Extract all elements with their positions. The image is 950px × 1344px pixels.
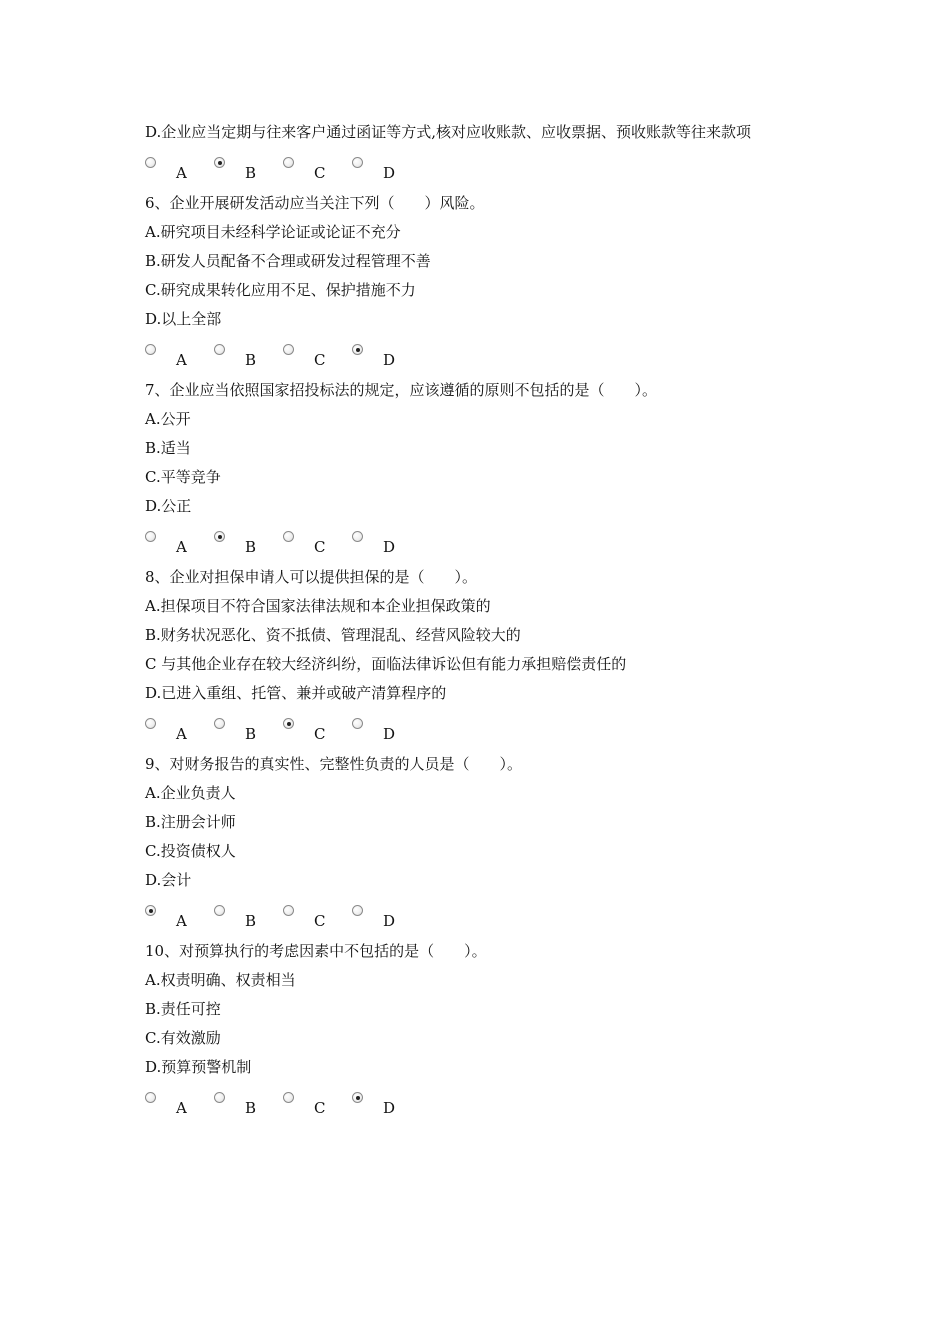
question-list: [145, 189, 845, 1124]
question-text: 7、企业应当依照国家招投标法的规定，应该遵循的原则不包括的是（ ）。: [145, 381, 658, 399]
question-text: 9、对财务报告的真实性、完整性负责的人员是（ ）。: [145, 755, 523, 773]
answer-option-c[interactable]: [283, 897, 343, 937]
answer-label: B: [245, 164, 257, 182]
answer-option-a[interactable]: [145, 1084, 205, 1124]
option-text: C.投资债权人: [145, 842, 236, 860]
option-text: C.研究成果转化应用不足、保护措施不力: [145, 281, 416, 299]
radio-button[interactable]: [283, 531, 294, 542]
answer-label: A: [176, 725, 187, 743]
answer-option-b[interactable]: [214, 336, 274, 376]
question-block: [145, 376, 845, 563]
answer-option-b[interactable]: [214, 523, 274, 563]
question-block: [145, 189, 845, 376]
answer-label: B: [245, 912, 257, 930]
answer-radio-group: [145, 897, 845, 937]
answer-label: A: [176, 912, 187, 930]
quiz-page: [145, 118, 845, 1124]
answer-label: A: [176, 351, 187, 369]
answer-radio-group: [145, 710, 845, 750]
answer-option-a[interactable]: [145, 897, 205, 937]
radio-button[interactable]: [352, 905, 363, 916]
radio-button[interactable]: [352, 344, 363, 355]
answer-label: B: [245, 351, 257, 369]
radio-button[interactable]: [283, 905, 294, 916]
answer-label: C: [314, 1099, 326, 1117]
radio-button[interactable]: [145, 157, 156, 168]
answer-option-a[interactable]: [145, 336, 205, 376]
answer-label: D: [383, 725, 396, 743]
option-text: A.权责明确、权责相当: [145, 971, 296, 989]
radio-button[interactable]: [283, 344, 294, 355]
answer-label: A: [176, 1099, 187, 1117]
option-text: D.会计: [145, 871, 192, 889]
radio-button[interactable]: [214, 905, 225, 916]
answer-option-d[interactable]: [352, 149, 412, 189]
option-text: A.研究项目未经科学论证或论证不充分: [145, 223, 401, 241]
question-text: 6、企业开展研发活动应当关注下列（ ）风险。: [145, 194, 485, 212]
answer-label: C: [314, 164, 326, 182]
answer-radio-group: [145, 336, 845, 376]
radio-button[interactable]: [283, 1092, 294, 1103]
option-text: B.财务状况恶化、资不抵债、管理混乱、经营风险较大的: [145, 626, 521, 644]
answer-option-c[interactable]: [283, 149, 343, 189]
option-text: B.责任可控: [145, 1000, 221, 1018]
answer-option-c[interactable]: [283, 1084, 343, 1124]
option-text: D.已进入重组、托管、兼并或破产清算程序的: [145, 684, 447, 702]
option-text: B.适当: [145, 439, 191, 457]
answer-label: D: [383, 912, 396, 930]
answer-radio-group: [145, 1084, 845, 1124]
answer-option-b[interactable]: [214, 710, 274, 750]
radio-button[interactable]: [283, 157, 294, 168]
question-block: [145, 750, 845, 937]
answer-option-d[interactable]: [352, 336, 412, 376]
answer-option-b[interactable]: [214, 897, 274, 937]
radio-button[interactable]: [145, 905, 156, 916]
radio-button[interactable]: [214, 531, 225, 542]
answer-option-b[interactable]: [214, 1084, 274, 1124]
radio-button[interactable]: [283, 718, 294, 729]
answer-option-c[interactable]: [283, 710, 343, 750]
answer-option-d[interactable]: [352, 710, 412, 750]
radio-button[interactable]: [145, 1092, 156, 1103]
answer-label: B: [245, 725, 257, 743]
question-block: [145, 563, 845, 750]
option-text: C.平等竞争: [145, 468, 221, 486]
radio-button[interactable]: [214, 157, 225, 168]
answer-label: B: [245, 1099, 257, 1117]
question-5-continuation: [145, 118, 845, 189]
option-text: A.担保项目不符合国家法律法规和本企业担保政策的: [145, 597, 491, 615]
radio-button[interactable]: [145, 531, 156, 542]
radio-button[interactable]: [352, 718, 363, 729]
option-text: B.研发人员配备不合理或研发过程管理不善: [145, 252, 431, 270]
answer-option-a[interactable]: [145, 149, 205, 189]
option-text: D.公正: [145, 497, 192, 515]
answer-option-c[interactable]: [283, 523, 343, 563]
answer-label: C: [314, 912, 326, 930]
answer-label: C: [314, 351, 326, 369]
answer-label: D: [383, 1099, 396, 1117]
option-text: A.公开: [145, 410, 191, 428]
question-text: 10、对预算执行的考虑因素中不包括的是（ ）。: [145, 942, 487, 960]
radio-button[interactable]: [352, 1092, 363, 1103]
option-text: C 与其他企业存在较大经济纠纷，面临法律诉讼但有能力承担赔偿责任的: [145, 655, 627, 673]
answer-option-a[interactable]: [145, 710, 205, 750]
radio-button[interactable]: [352, 157, 363, 168]
answer-option-b[interactable]: [214, 149, 274, 189]
option-d-text: D.企业应当定期与往来客户通过函证等方式,核对应收账款、应收票据、预收账款等往来款项: [145, 123, 752, 141]
question-block: [145, 937, 845, 1124]
answer-label: B: [245, 538, 257, 556]
radio-button[interactable]: [214, 1092, 225, 1103]
option-text: D.预算预警机制: [145, 1058, 252, 1076]
radio-button[interactable]: [145, 344, 156, 355]
answer-label: D: [383, 538, 396, 556]
question-text: 8、企业对担保申请人可以提供担保的是（ ）。: [145, 568, 478, 586]
answer-label: C: [314, 538, 326, 556]
option-text: B.注册会计师: [145, 813, 236, 831]
radio-button[interactable]: [145, 718, 156, 729]
answer-label: D: [383, 351, 396, 369]
radio-button[interactable]: [214, 718, 225, 729]
answer-option-a[interactable]: [145, 523, 205, 563]
answer-label: C: [314, 725, 326, 743]
option-text: C.有效激励: [145, 1029, 221, 1047]
radio-button[interactable]: [214, 344, 225, 355]
answer-label: A: [176, 538, 187, 556]
answer-option-d[interactable]: [352, 897, 412, 937]
answer-radio-group: [145, 523, 845, 563]
answer-radio-group: [145, 149, 845, 189]
answer-option-c[interactable]: [283, 336, 343, 376]
answer-option-d[interactable]: [352, 523, 412, 563]
answer-option-d[interactable]: [352, 1084, 412, 1124]
option-text: D.以上全部: [145, 310, 222, 328]
answer-label: A: [176, 164, 187, 182]
radio-button[interactable]: [352, 531, 363, 542]
answer-label: D: [383, 164, 396, 182]
option-text: A.企业负责人: [145, 784, 236, 802]
